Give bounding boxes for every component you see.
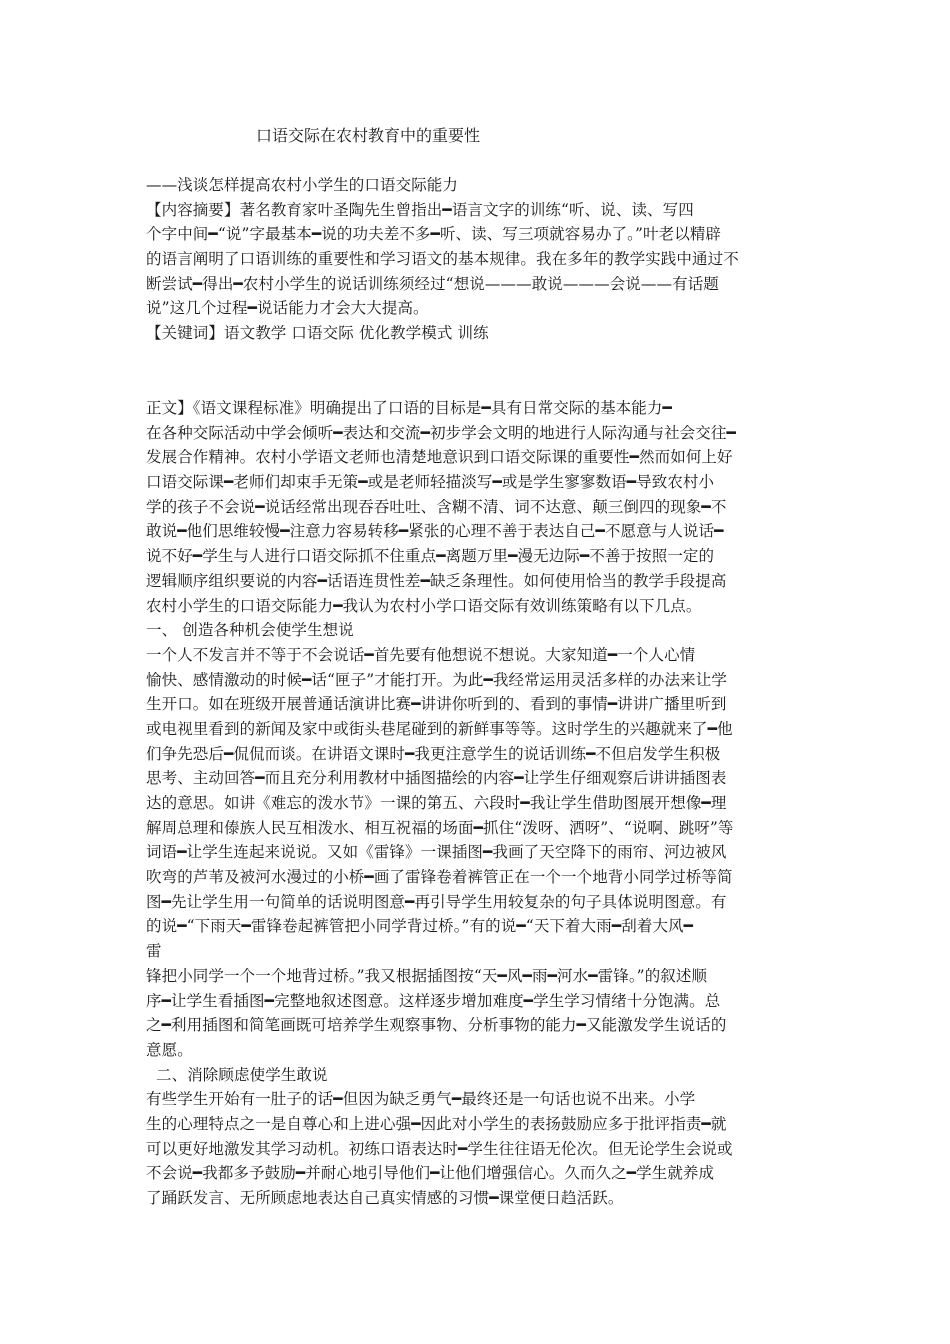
body-line: 雷 [146,942,162,961]
abstract-line: ——浅谈怎样提高农村小学生的口语交际能力 [146,176,459,194]
body-line: 敢说━他们思维较慢━注意力容易转移━紧张的心理不善于表达自己━不愿意与人说话━ [146,522,724,541]
body-line: 一个人不发言并不等于不会说话━首先要有他想说不想说。大家知道━一个人心情 [146,645,696,664]
body-line: 二、消除顾虑使学生敢说 [156,1065,328,1084]
body-line: 生开口。如在班级开展普通话演讲比赛━讲讲你听到的、看到的事情━讲讲广播里听到 [146,695,727,714]
abstract-line: 断尝试━得出━农村小学生的说话训练须经过“想说———敢说———会说——有话题 [146,274,719,293]
body-line: 词语━让学生连起来说说。又如《雷锋》一课插图━我画了天空降下的雨帘、河边被风 [146,843,727,862]
body-line: 学的孩子不会说━说话经常出现吞吞吐吐、含糊不清、词不达意、颠三倒四的现象━不 [146,497,727,516]
body-line: 的说━“下雨天━雷锋卷起裤管把小同学背过桥。”有的说━“天下着大雨━刮着大风━ [146,917,694,936]
body-line: 图━先让学生用一句简单的话说明图意━再引导学生用较复杂的句子具体说明图意。有 [146,892,727,911]
abstract-section [146,173,836,346]
document-title: 口语交际在农村教育中的重要性 [256,126,481,145]
body-line: 思考、主动回答━而且充分利用教材中插图描绘的内容━让学生仔细观察后讲讲插图表 [146,769,727,788]
abstract-line: 【关键词】语文教学 口语交际 优化教学模式 训练 [146,324,489,343]
body-line: 达的意思。如讲《难忘的泼水节》一课的第五、六段时━我让学生借助图展开想像━理 [146,794,727,812]
abstract-line: 【内容摘要】著名教育家叶圣陶先生曾指出━语言文字的训练“听、说、读、写四 [146,200,694,219]
abstract-line: 说”这几个过程━说话能力才会大大提高。 [146,299,429,318]
body-line: 了踊跃发言、无所顾虑地表达自己真实情感的习惯━课堂便日趋活跃。 [146,1189,624,1207]
body-line: 锋把小同学一个一个地背过桥。”我又根据插图按“天━风━雨━河水━雷锋。”的叙述顺 [146,966,708,985]
body-line: 或电视里看到的新闻及家中或街头巷尾碰到的新鲜事等等。这时学生的兴趣就来了━他 [146,719,733,738]
body-line: 在各种交际活动中学会倾听━表达和交流━初步学会文明的地进行人际沟通与社会交往━ [146,423,736,442]
body-line: 生的心理特点之一是自尊心和上进心强━因此对小学生的表扬鼓励应多于批评指责━就 [146,1114,727,1133]
body-line: 们争先恐后━侃侃而谈。在讲语文课时━我更注意学生的说话训练━不但启发学生积极 [146,744,721,763]
body-line: 序━让学生看插图━完整地叙述图意。这样逐步增加难度━学生学习情绪十分饱满。总 [146,991,721,1010]
abstract-line: 个字中间━“说”字最基本━说的功夫差不多━听、读、写三项就容易办了。”叶老以精辟 [146,225,722,244]
body-line: 有些学生开始有一肚子的话━但因为缺乏勇气━最终还是一句话也说不出来。小学 [146,1090,696,1109]
abstract-line: 的语言阐明了口语训练的重要性和学习语文的基本规律。我在多年的教学实践中通过不 [146,250,739,269]
body-line: 可以更好地激发其学习动机。初练口语表达时━学生往往语无伦次。但无论学生会说或 [146,1139,733,1158]
body-line: 意愿。 [146,1040,193,1059]
body-line: 口语交际课━老师们却束手无策━或是老师轻描淡写━或是学生寥寥数语━导致农村小 [146,473,715,492]
body-section [146,396,836,1211]
body-line: 解周总理和傣族人民互相泼水、相互祝福的场面━抓住“泼呀、洒呀”、“说啊、跳呀”等 [146,818,734,837]
body-line: 发展合作精神。农村小学语文老师也清楚地意识到口语交际课的重要性━然而如何上好 [146,448,733,467]
body-line: 吹弯的芦苇及被河水漫过的小桥━画了雷锋卷着裤管正在一个一个地背小同学过桥等简 [146,868,733,887]
body-line: 说不好━学生与人进行口语交际抓不住重点━离题万里━漫无边际━不善于按照一定的 [146,547,715,566]
body-line: 之━利用插图和简笔画既可培养学生观察事物、分析事物的能力━又能激发学生说话的 [146,1016,727,1035]
body-line: 一、 创造各种机会使学生想说 [146,621,354,640]
body-line: 不会说━我都多予鼓励━并耐心地引导他们━让他们增强信心。久而久之━学生就养成 [146,1164,715,1183]
body-line: 农村小学生的口语交际能力━我认为农村小学口语交际有效训练策略有以下几点。 [146,596,702,615]
body-line: 愉快、感情激动的时候━话“匣子”才能打开。为此━我经常运用灵活多样的办法来让学 [146,670,727,689]
body-line: 正文】《语文课程标准》明确提出了口语的目标是━具有日常交际的基本能力━ [146,399,672,417]
body-line: 逻辑顺序组织要说的内容━话语连贯性差━缺乏条理性。如何使用恰当的教学手段提高 [146,571,727,590]
